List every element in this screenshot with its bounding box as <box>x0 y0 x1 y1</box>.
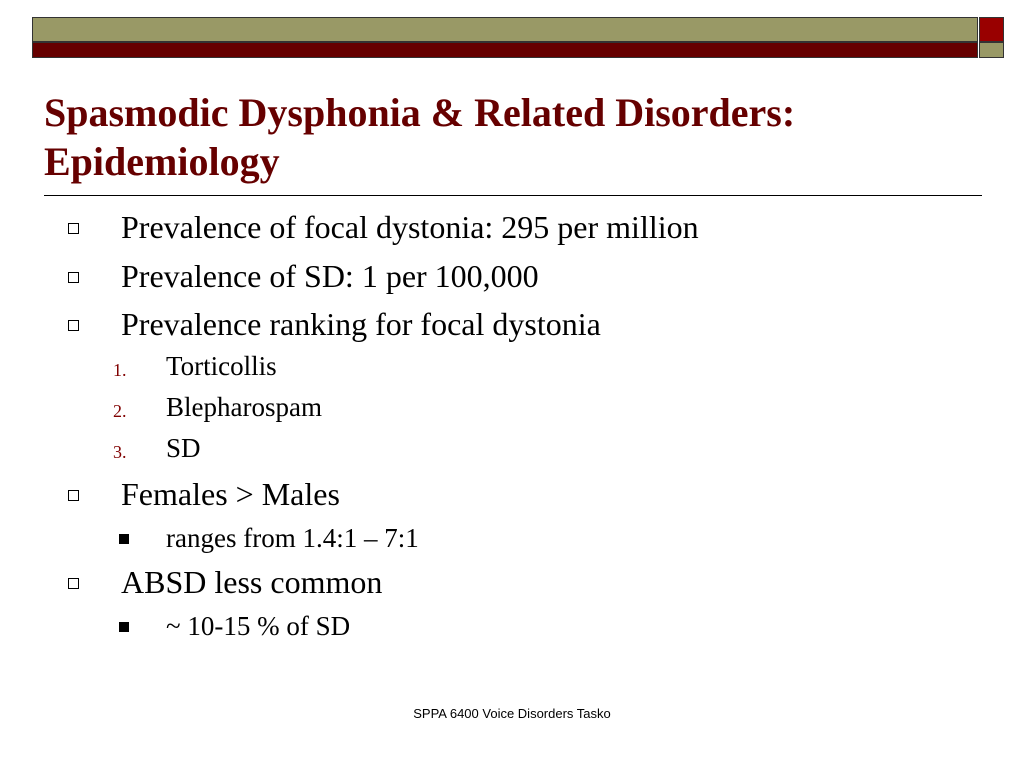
bullet-females-males: Females > Males <box>121 476 340 512</box>
list-number: 3. <box>113 442 127 462</box>
hollow-square-icon <box>68 272 79 283</box>
list-number: 1. <box>113 360 127 380</box>
ranking-item-sd: SD <box>166 433 201 463</box>
slide-title-line-1: Spasmodic Dysphonia & Related Disorders: <box>44 90 796 135</box>
bullet-prevalence-sd: Prevalence of SD: 1 per 100,000 <box>121 258 539 294</box>
bullet-prevalence-ranking: Prevalence ranking for focal dystonia <box>121 306 601 342</box>
slide-title-line-2: Epidemiology <box>44 139 280 184</box>
filled-square-icon <box>119 534 129 544</box>
ranking-item-torticollis: Torticollis <box>166 351 277 381</box>
hollow-square-icon <box>68 223 79 234</box>
hollow-square-icon <box>68 490 79 501</box>
list-number: 2. <box>113 401 127 421</box>
bullet-prevalence-focal-dystonia: Prevalence of focal dystonia: 295 per million <box>121 209 699 245</box>
filled-square-icon <box>119 622 129 632</box>
hollow-square-icon <box>68 320 79 331</box>
slide-footer: SPPA 6400 Voice Disorders Tasko <box>413 706 611 721</box>
sub-bullet-ratio-range: ranges from 1.4:1 – 7:1 <box>166 523 419 553</box>
bullet-absd-less-common: ABSD less common <box>121 564 383 600</box>
sub-bullet-absd-percentage: ~ 10-15 % of SD <box>166 611 351 641</box>
ranking-item-blepharospam: Blepharospam <box>166 392 322 422</box>
hollow-square-icon <box>68 578 79 589</box>
